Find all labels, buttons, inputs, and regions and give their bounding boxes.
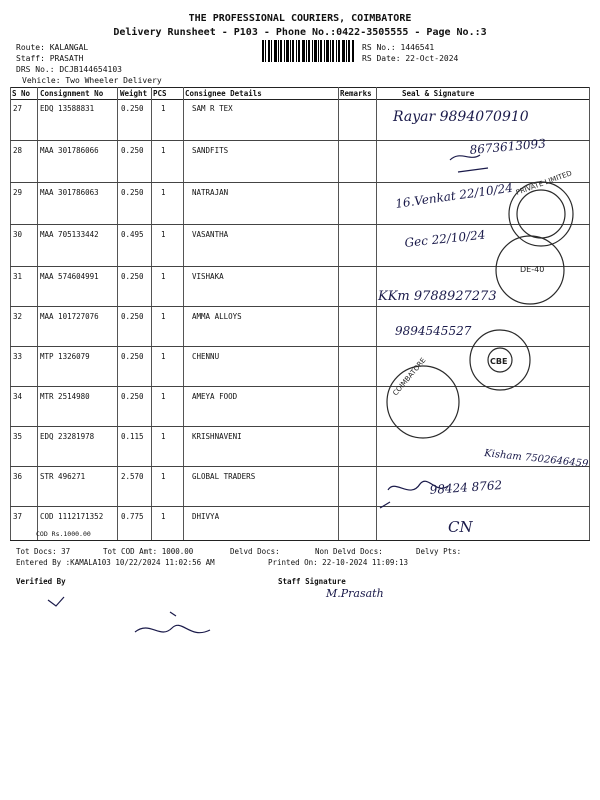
row-consignee: SANDFITS bbox=[192, 146, 229, 155]
row-sno: 36 bbox=[13, 472, 23, 481]
row-pcs: 1 bbox=[161, 312, 166, 321]
row-pcs: 1 bbox=[161, 146, 166, 155]
scribble-row-28 bbox=[450, 155, 488, 172]
drs-label: DRS No.: DCJB144654103 bbox=[16, 65, 122, 74]
row-pcs: 1 bbox=[161, 392, 166, 401]
row-consignment-no: MAA 101727076 bbox=[40, 312, 99, 321]
row-consignee: AMMA ALLOYS bbox=[192, 312, 242, 321]
row-sno: 30 bbox=[13, 230, 23, 239]
row-weight: 0.250 bbox=[121, 352, 144, 361]
col-weight: Weight bbox=[120, 89, 148, 98]
stamp-text-3: CBE bbox=[490, 357, 508, 366]
row-sno: 28 bbox=[13, 146, 23, 155]
verified-signature bbox=[48, 597, 64, 606]
cod-note: COD Rs.1000.00 bbox=[36, 530, 91, 538]
staff-signature: M.Prasath bbox=[326, 587, 384, 600]
col-consignment: Consignment No bbox=[40, 89, 104, 98]
row-consignee: VISHAKA bbox=[192, 272, 224, 281]
row-sno: 35 bbox=[13, 432, 23, 441]
row-consignment-no: MAA 705133442 bbox=[40, 230, 99, 239]
delvd-docs: Delvd Docs: bbox=[230, 547, 280, 556]
row-weight: 0.775 bbox=[121, 512, 144, 521]
runsheet-subtitle: Delivery Runsheet - P103 - Phone No.:0422-3505555 - Page No.:3 bbox=[113, 27, 487, 38]
row-consignment-no: EDQ 23281978 bbox=[40, 432, 95, 441]
signature-row-36: 98424 8762 bbox=[429, 477, 503, 497]
row-pcs: 1 bbox=[161, 188, 166, 197]
col-sno: S No bbox=[12, 89, 31, 98]
signature-row-29: 16.Venkat 22/10/24 bbox=[394, 180, 514, 211]
verified-by: Verified By bbox=[16, 577, 66, 586]
signature-row-30: Gec 22/10/24 bbox=[403, 227, 486, 250]
row-consignee: KRISHNAVENI bbox=[192, 432, 242, 441]
row-consignee: GLOBAL TRADERS bbox=[192, 472, 256, 481]
col-remarks: Remarks bbox=[340, 89, 372, 98]
signature-row-31: KKm 9788927273 bbox=[378, 289, 497, 304]
signature-row-35: Kisham 7502646459 bbox=[483, 448, 589, 470]
row-weight: 2.570 bbox=[121, 472, 144, 481]
printed-on: Printed On: 22-10-2024 11:09:13 bbox=[268, 558, 408, 567]
row-weight: 0.495 bbox=[121, 230, 144, 239]
row-sno: 29 bbox=[13, 188, 23, 197]
vehicle-label: Vehicle: Two Wheeler Delivery bbox=[22, 76, 162, 85]
stamp-circle-4 bbox=[387, 366, 459, 438]
row-weight: 0.250 bbox=[121, 312, 144, 321]
company-title: THE PROFESSIONAL COURIERS, COIMBATORE bbox=[188, 13, 412, 24]
row-consignment-no: MAA 301786066 bbox=[40, 146, 99, 155]
row-sno: 33 bbox=[13, 352, 23, 361]
stamp-text-4: COIMBATORE bbox=[391, 356, 428, 398]
row-consignee: VASANTHA bbox=[192, 230, 229, 239]
scribble-row-37 bbox=[380, 502, 390, 508]
row-consignment-no: STR 496271 bbox=[40, 472, 86, 481]
row-pcs: 1 bbox=[161, 272, 166, 281]
row-weight: 0.250 bbox=[121, 392, 144, 401]
row-consignee: CHENNU bbox=[192, 352, 220, 361]
non-delvd-docs: Non Delvd Docs: bbox=[315, 547, 383, 556]
row-pcs: 1 bbox=[161, 472, 166, 481]
staff-label: Staff: PRASATH bbox=[16, 54, 84, 63]
row-consignee: AMEYA FOOD bbox=[192, 392, 238, 401]
row-sno: 32 bbox=[13, 312, 23, 321]
row-consignment-no: EDQ 13588831 bbox=[40, 104, 95, 113]
row-consignment-no: COD 1112171352 bbox=[40, 512, 104, 521]
stamp-text-2: DE-40 bbox=[520, 265, 545, 274]
col-seal-signature: Seal & Signature bbox=[402, 89, 475, 98]
row-weight: 0.250 bbox=[121, 146, 144, 155]
route-label: Route: KALANGAL bbox=[16, 43, 89, 52]
delvy-pts: Delvy Pts: bbox=[416, 547, 462, 556]
rs-no-label: RS No.: 1446541 bbox=[362, 43, 435, 52]
tot-cod-amt: Tot COD Amt: 1000.00 bbox=[103, 547, 194, 556]
row-consignment-no: MAA 301786063 bbox=[40, 188, 99, 197]
signature-row-27: Rayar 9894070910 bbox=[393, 109, 529, 125]
verifier-scribble bbox=[135, 612, 210, 633]
row-consignee: DHIVYA bbox=[192, 512, 220, 521]
signature-row-32: 9894545527 bbox=[395, 324, 472, 338]
row-weight: 0.250 bbox=[121, 272, 144, 281]
signature-row-37: CN bbox=[448, 518, 473, 536]
row-pcs: 1 bbox=[161, 512, 166, 521]
staff-signature-label: Staff Signature bbox=[278, 577, 346, 586]
row-weight: 0.250 bbox=[121, 104, 144, 113]
row-pcs: 1 bbox=[161, 230, 166, 239]
row-pcs: 1 bbox=[161, 352, 166, 361]
row-sno: 37 bbox=[13, 512, 23, 521]
row-sno: 31 bbox=[13, 272, 23, 281]
row-weight: 0.115 bbox=[121, 432, 144, 441]
row-pcs: 1 bbox=[161, 432, 166, 441]
stamp-circle-1-inner bbox=[517, 190, 565, 238]
row-sno: 27 bbox=[13, 104, 23, 113]
row-consignee: NATRAJAN bbox=[192, 188, 229, 197]
col-pcs: PCS bbox=[153, 89, 167, 98]
rs-date-label: RS Date: 22-Oct-2024 bbox=[362, 54, 459, 63]
row-consignment-no: MTR 2514980 bbox=[40, 392, 90, 401]
tot-docs: Tot Docs: 37 bbox=[16, 547, 71, 556]
stamp-text-1: PRIVATE LIMITED bbox=[514, 169, 573, 197]
row-consignment-no: MTP 1326079 bbox=[40, 352, 90, 361]
entered-by: Entered By :KAMALA103 10/22/2024 11:02:56 AM bbox=[16, 558, 215, 567]
col-consignee: Consignee Details bbox=[185, 89, 262, 98]
row-sno: 34 bbox=[13, 392, 23, 401]
row-consignment-no: MAA 574604991 bbox=[40, 272, 99, 281]
row-consignee: SAM R TEX bbox=[192, 104, 233, 113]
row-pcs: 1 bbox=[161, 104, 166, 113]
row-weight: 0.250 bbox=[121, 188, 144, 197]
signature-row-28: 8673613093 bbox=[469, 136, 547, 157]
